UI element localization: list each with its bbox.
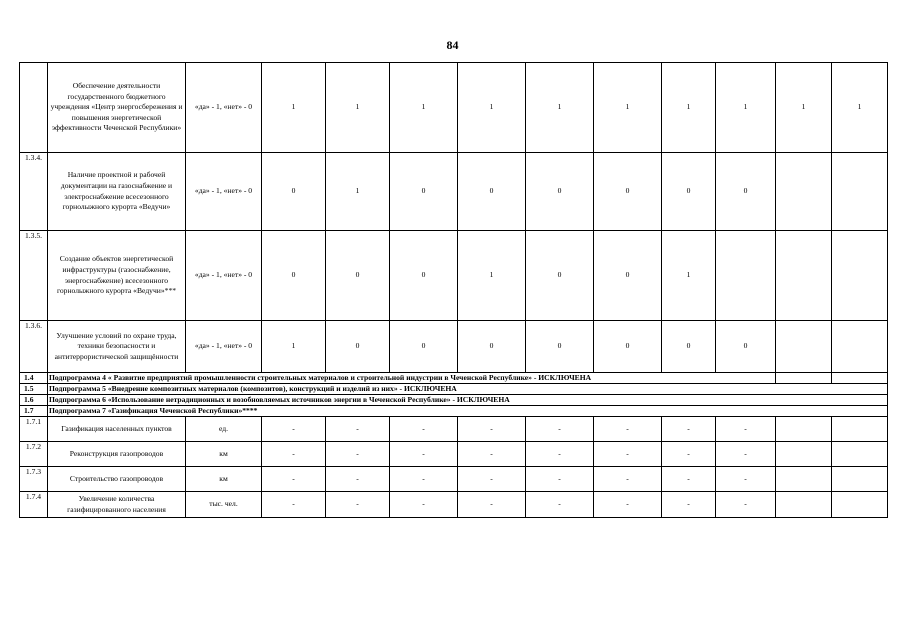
value-cell: - [262, 417, 326, 442]
value-cell: 0 [662, 321, 716, 373]
value-cell: 0 [262, 231, 326, 321]
value-cell: 1 [776, 63, 832, 153]
indicator-name: Создание объектов энергетической инфраструктуры (газоснабжение, энергоснабжение) всесезонного горнолыжного курорта «Ведучи»*** [48, 231, 186, 321]
row-number [20, 63, 48, 153]
page-number: 84 [446, 38, 459, 52]
value-cell: - [390, 417, 458, 442]
value-cell: 1 [662, 63, 716, 153]
unit-cell: «да» - 1, «нет» - 0 [186, 231, 262, 321]
value-cell [832, 321, 888, 373]
unit-cell: км [186, 442, 262, 467]
value-cell: 1 [458, 231, 526, 321]
subprogram-row [20, 395, 888, 406]
value-cell: 1 [662, 231, 716, 321]
value-cell [832, 153, 888, 231]
subprogram-row [20, 406, 888, 417]
value-cell: - [458, 467, 526, 492]
table-row [20, 492, 888, 518]
value-cell: - [594, 442, 662, 467]
value-cell [776, 153, 832, 231]
value-cell: 1 [262, 63, 326, 153]
value-cell: - [594, 417, 662, 442]
value-cell: 0 [458, 321, 526, 373]
subprogram-number: 1.5 [20, 384, 48, 395]
value-cell [776, 321, 832, 373]
value-cell: 0 [526, 321, 594, 373]
subprogram-title: Подпрограмма 6 «Использование нетрадиционных и возобновляемых источников энергии в Чеченской Республике» - ИСКЛЮЧЕНА [48, 395, 888, 406]
table-row [20, 321, 888, 373]
value-cell [716, 231, 776, 321]
value-cell: 0 [390, 321, 458, 373]
value-cell: 1 [326, 153, 390, 231]
value-cell: 1 [390, 63, 458, 153]
value-cell: - [526, 417, 594, 442]
value-cell [776, 231, 832, 321]
table-row [20, 467, 888, 492]
value-cell: 1 [458, 63, 526, 153]
value-cell [832, 231, 888, 321]
value-cell [776, 442, 832, 467]
value-cell: - [716, 442, 776, 467]
value-cell: 1 [326, 63, 390, 153]
subprogram-title: Подпрограмма 4 « Развитие предприятий промышленности строительных материалов и строительной индустрии в Чеченской Республике» - ИСКЛЮЧЕНА [48, 373, 776, 384]
table-row [20, 63, 888, 153]
value-cell: 1 [526, 63, 594, 153]
value-cell: - [662, 442, 716, 467]
value-cell: - [390, 492, 458, 518]
row-number: 1.3.6. [20, 321, 48, 373]
value-cell: - [662, 417, 716, 442]
value-cell: - [458, 417, 526, 442]
value-cell: 0 [716, 321, 776, 373]
value-cell: 0 [594, 321, 662, 373]
subprogram-row [20, 373, 888, 384]
value-cell: - [526, 467, 594, 492]
value-cell: 0 [262, 153, 326, 231]
subprogram-number: 1.4 [20, 373, 48, 384]
subprogram-number: 1.6 [20, 395, 48, 406]
value-cell: - [662, 467, 716, 492]
indicator-name: Наличие проектной и рабочей документации на газоснабжение и электроснабжение всесезонного горнолыжного курорта «Ведучи» [48, 153, 186, 231]
indicator-name: Обеспечение деятельности государственного бюджетного учреждения «Центр энергосбережения и повышения энергетической эффективности Чеченской Республики» [48, 63, 186, 153]
unit-cell: «да» - 1, «нет» - 0 [186, 321, 262, 373]
value-cell: 0 [594, 231, 662, 321]
value-cell: - [458, 442, 526, 467]
table-row [20, 231, 888, 321]
indicator-name: Улучшение условий по охране труда, техники безопасности и антитеррористической защищённости [48, 321, 186, 373]
value-cell: - [716, 492, 776, 518]
subprogram-row [20, 384, 888, 395]
value-cell: - [594, 492, 662, 518]
unit-cell: тыс. чел. [186, 492, 262, 518]
value-cell: - [716, 417, 776, 442]
row-number: 1.7.2 [20, 442, 48, 467]
value-cell: 1 [262, 321, 326, 373]
value-cell: - [716, 467, 776, 492]
subprogram-title: Подпрограмма 5 «Внедрение композитных материалов (композитов), конструкций и изделий из них» - ИСКЛЮЧЕНА [48, 384, 888, 395]
value-cell: 0 [326, 321, 390, 373]
value-cell: 0 [458, 153, 526, 231]
value-cell: - [262, 467, 326, 492]
value-cell [832, 467, 888, 492]
value-cell: - [262, 442, 326, 467]
value-cell [832, 417, 888, 442]
value-cell [832, 492, 888, 518]
value-cell: - [262, 492, 326, 518]
value-cell: - [458, 492, 526, 518]
value-cell: - [594, 467, 662, 492]
value-cell: - [390, 442, 458, 467]
row-number: 1.3.4. [20, 153, 48, 231]
row-number: 1.7.3 [20, 467, 48, 492]
value-cell: 0 [326, 231, 390, 321]
table-row [20, 442, 888, 467]
value-cell: 1 [716, 63, 776, 153]
value-cell: 0 [526, 231, 594, 321]
value-cell: - [526, 492, 594, 518]
value-cell: - [662, 492, 716, 518]
value-cell: - [390, 467, 458, 492]
value-cell: - [326, 467, 390, 492]
row-number: 1.7.4 [20, 492, 48, 518]
row-number: 1.7.1 [20, 417, 48, 442]
value-cell: 1 [594, 63, 662, 153]
subprogram-number: 1.7 [20, 406, 48, 417]
value-cell: 0 [662, 153, 716, 231]
value-cell: 0 [594, 153, 662, 231]
indicator-name: Газификация населенных пунктов [48, 417, 186, 442]
indicators-table [19, 62, 888, 518]
value-cell: - [326, 417, 390, 442]
unit-cell: «да» - 1, «нет» - 0 [186, 153, 262, 231]
unit-cell: «да» - 1, «нет» - 0 [186, 63, 262, 153]
indicator-name: Реконструкция газопроводов [48, 442, 186, 467]
empty-cell [832, 373, 888, 384]
indicator-name: Увеличение количества газифицированного населения [48, 492, 186, 518]
empty-cell [776, 373, 832, 384]
value-cell: - [526, 442, 594, 467]
table-row [20, 417, 888, 442]
table-row [20, 153, 888, 231]
value-cell [776, 492, 832, 518]
value-cell: 0 [716, 153, 776, 231]
unit-cell: км [186, 467, 262, 492]
value-cell: 0 [526, 153, 594, 231]
indicator-name: Строительство газопроводов [48, 467, 186, 492]
row-number: 1.3.5. [20, 231, 48, 321]
subprogram-title: Подпрограмма 7 «Газификация Чеченской Республики»**** [48, 406, 888, 417]
value-cell: 1 [832, 63, 888, 153]
value-cell: 0 [390, 231, 458, 321]
value-cell [776, 417, 832, 442]
value-cell: 0 [390, 153, 458, 231]
value-cell: - [326, 442, 390, 467]
value-cell [776, 467, 832, 492]
value-cell [832, 442, 888, 467]
value-cell: - [326, 492, 390, 518]
unit-cell: ед. [186, 417, 262, 442]
